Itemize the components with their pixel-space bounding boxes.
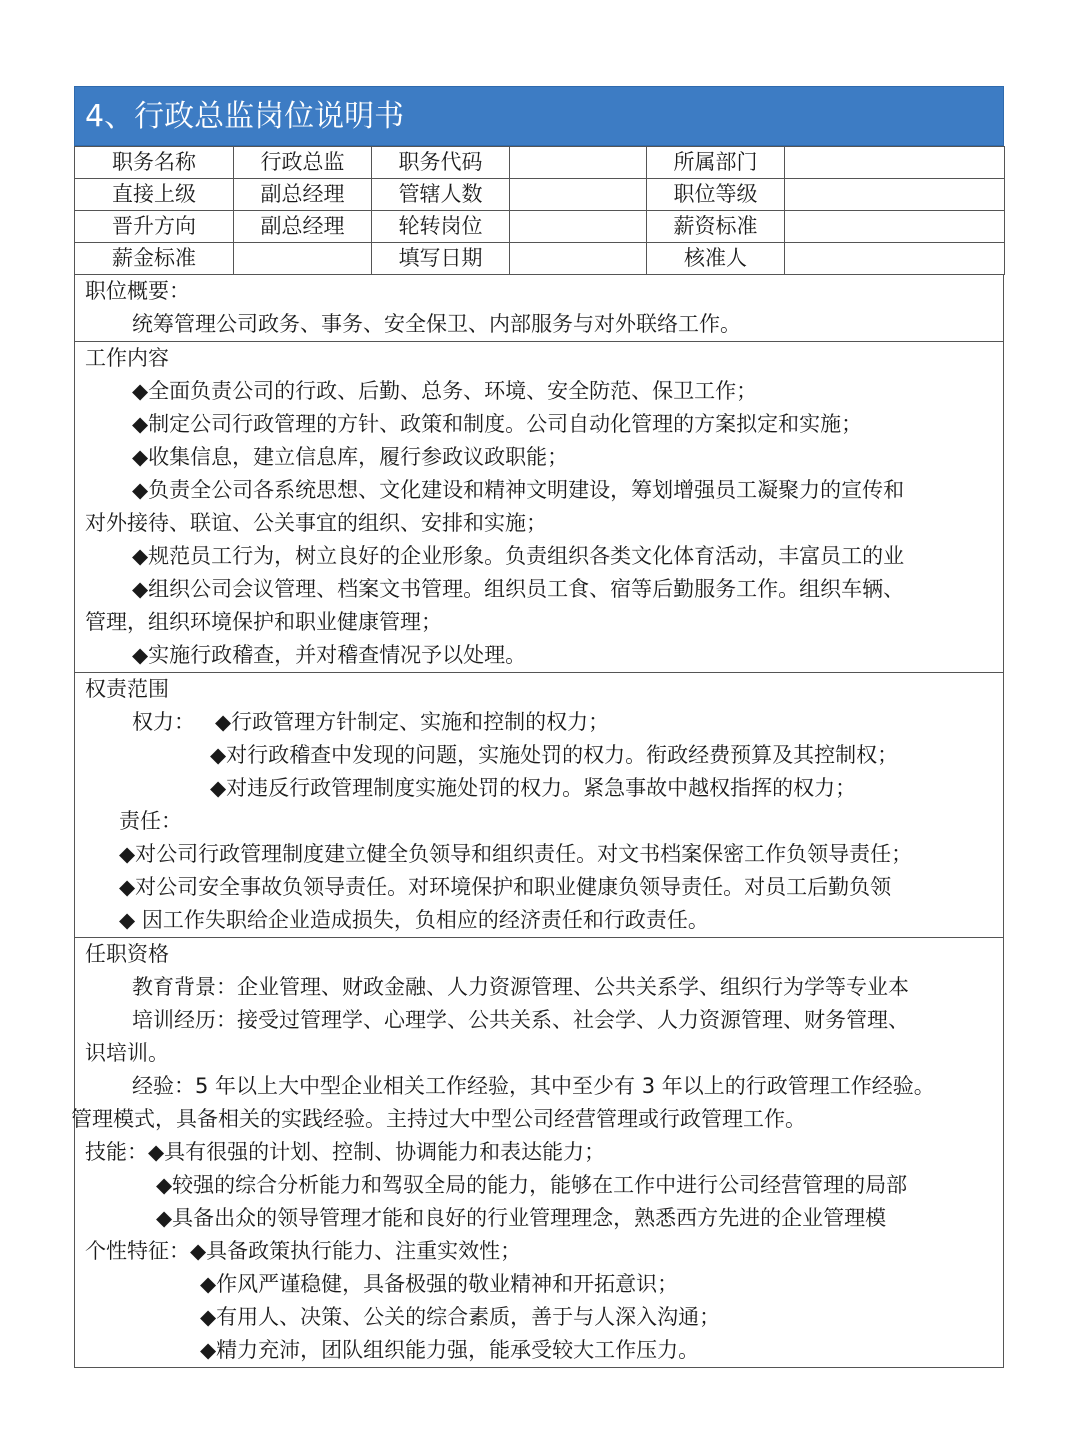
info-row — [75, 211, 1005, 243]
info-cell: 职务代码 — [372, 147, 510, 179]
job-description-document — [71, 86, 1004, 1368]
qualification-section — [71, 938, 1004, 1368]
training-line: 培训经历：接受过管理学、心理学、公共关系、社会学、人力资源管理、财务管理、 — [132, 1008, 909, 1032]
education-line: 教育背景：企业管理、财政金融、人力资源管理、公共关系学、组织行为学等专业本 — [132, 975, 909, 999]
info-cell — [510, 147, 647, 179]
info-row — [75, 147, 1005, 179]
experience-cont-line: 管理模式，具备相关的实践经验。主持过大中型公司经营管理或行政管理工作。 — [71, 1107, 806, 1131]
trait-line: ◆有用人、决策、公关的综合素质，善于与人深入沟通； — [200, 1305, 721, 1329]
info-cell: 副总经理 — [234, 179, 372, 211]
work-line: ◆组织公司会议管理、档案文书管理。组织员工食、宿等后勤服务工作。组织车辆、 — [132, 577, 905, 601]
overview-section — [74, 275, 1004, 342]
power-line: ◆对违反行政管理制度实施处罚的权力。紧急事故中越权指挥的权力； — [210, 776, 857, 800]
work-heading: 工作内容 — [85, 346, 169, 370]
info-row — [75, 243, 1005, 275]
authority-heading: 权责范围 — [85, 677, 169, 701]
training-cont-line: 识培训。 — [85, 1041, 169, 1065]
info-table — [74, 146, 1005, 275]
trait-row — [85, 1235, 993, 1268]
info-row — [75, 179, 1005, 211]
work-line: 管理，组织环境保护和职业健康管理； — [85, 610, 442, 634]
info-cell: 晋升方向 — [75, 211, 234, 243]
work-line: ◆全面负责公司的行政、后勤、总务、环境、安全防范、保卫工作； — [132, 379, 758, 403]
info-cell: 所属部门 — [647, 147, 785, 179]
work-line: ◆规范员工行为，树立良好的企业形象。负责组织各类文化体育活动，丰富员工的业 — [132, 544, 905, 568]
info-cell — [785, 243, 1005, 275]
info-cell: 职务名称 — [75, 147, 234, 179]
duty-line: ◆ 因工作失职给企业造成损失，负相应的经济责任和行政责任。 — [119, 908, 709, 932]
info-cell: 填写日期 — [372, 243, 510, 275]
skill-line: ◆具有很强的计划、控制、协调能力和表达能力； — [148, 1140, 606, 1164]
info-cell: 轮转岗位 — [372, 211, 510, 243]
skill-label: 技能： — [85, 1140, 148, 1164]
info-cell — [234, 243, 372, 275]
info-cell: 职位等级 — [647, 179, 785, 211]
power-row — [85, 706, 993, 739]
duty-line: ◆对公司行政管理制度建立健全负领导和组织责任。对文书档案保密工作负领导责任； — [119, 842, 913, 866]
authority-section — [74, 673, 1004, 938]
work-line: ◆实施行政稽查，并对稽查情况予以处理。 — [132, 643, 527, 667]
info-cell: 薪金标准 — [75, 243, 234, 275]
info-cell: 副总经理 — [234, 211, 372, 243]
trait-label: 个性特征： — [85, 1239, 190, 1263]
info-cell — [510, 179, 647, 211]
work-section — [74, 342, 1004, 673]
duty-line: ◆对公司安全事故负领导责任。对环境保护和职业健康负领导责任。对员工后勤负领 — [119, 875, 892, 899]
info-cell: 薪资标准 — [647, 211, 785, 243]
info-cell: 管辖人数 — [372, 179, 510, 211]
info-cell — [785, 211, 1005, 243]
trait-line: ◆作风严谨稳健，具备极强的敬业精神和开拓意识； — [200, 1272, 679, 1296]
overview-heading: 职位概要： — [85, 279, 190, 303]
trait-line: ◆精力充沛，团队组织能力强，能承受较大工作压力。 — [200, 1338, 700, 1362]
power-line: ◆对行政稽查中发现的问题，实施处罚的权力。衔政经费预算及其控制权； — [210, 743, 899, 767]
power-line: ◆行政管理方针制定、实施和控制的权力； — [215, 710, 610, 734]
experience-line: 经验：5 年以上大中型企业相关工作经验，其中至少有 3 年以上的行政管理工作经验。 — [132, 1074, 935, 1098]
work-line: ◆负责全公司各系统思想、文化建设和精神文明建设，筹划增强员工凝聚力的宣传和 — [132, 478, 905, 502]
info-cell: 核准人 — [647, 243, 785, 275]
skill-row — [85, 1136, 993, 1169]
work-line: ◆收集信息，建立信息库，履行参政议政职能； — [132, 445, 569, 469]
duty-label: 责任： — [119, 809, 182, 833]
trait-line: ◆具备政策执行能力、注重实效性； — [190, 1239, 522, 1263]
work-line: 对外接待、联谊、公关事宜的组织、安排和实施； — [85, 511, 547, 535]
info-cell: 行政总监 — [234, 147, 372, 179]
info-cell — [510, 211, 647, 243]
skill-line: ◆较强的综合分析能力和驾驭全局的能力，能够在工作中进行公司经营管理的局部 — [156, 1173, 908, 1197]
info-cell — [510, 243, 647, 275]
qualification-heading: 任职资格 — [85, 942, 169, 966]
work-line: ◆制定公司行政管理的方针、政策和制度。公司自动化管理的方案拟定和实施； — [132, 412, 863, 436]
info-cell — [785, 179, 1005, 211]
overview-text: 统筹管理公司政务、事务、安全保卫、内部服务与对外联络工作。 — [132, 312, 741, 336]
document-title: 4、行政总监岗位说明书 — [74, 86, 1004, 146]
info-cell: 直接上级 — [75, 179, 234, 211]
skill-line: ◆具备出众的领导管理才能和良好的行业管理理念，熟悉西方先进的企业管理模 — [156, 1206, 887, 1230]
power-label: 权力： — [132, 710, 195, 734]
info-cell — [785, 147, 1005, 179]
